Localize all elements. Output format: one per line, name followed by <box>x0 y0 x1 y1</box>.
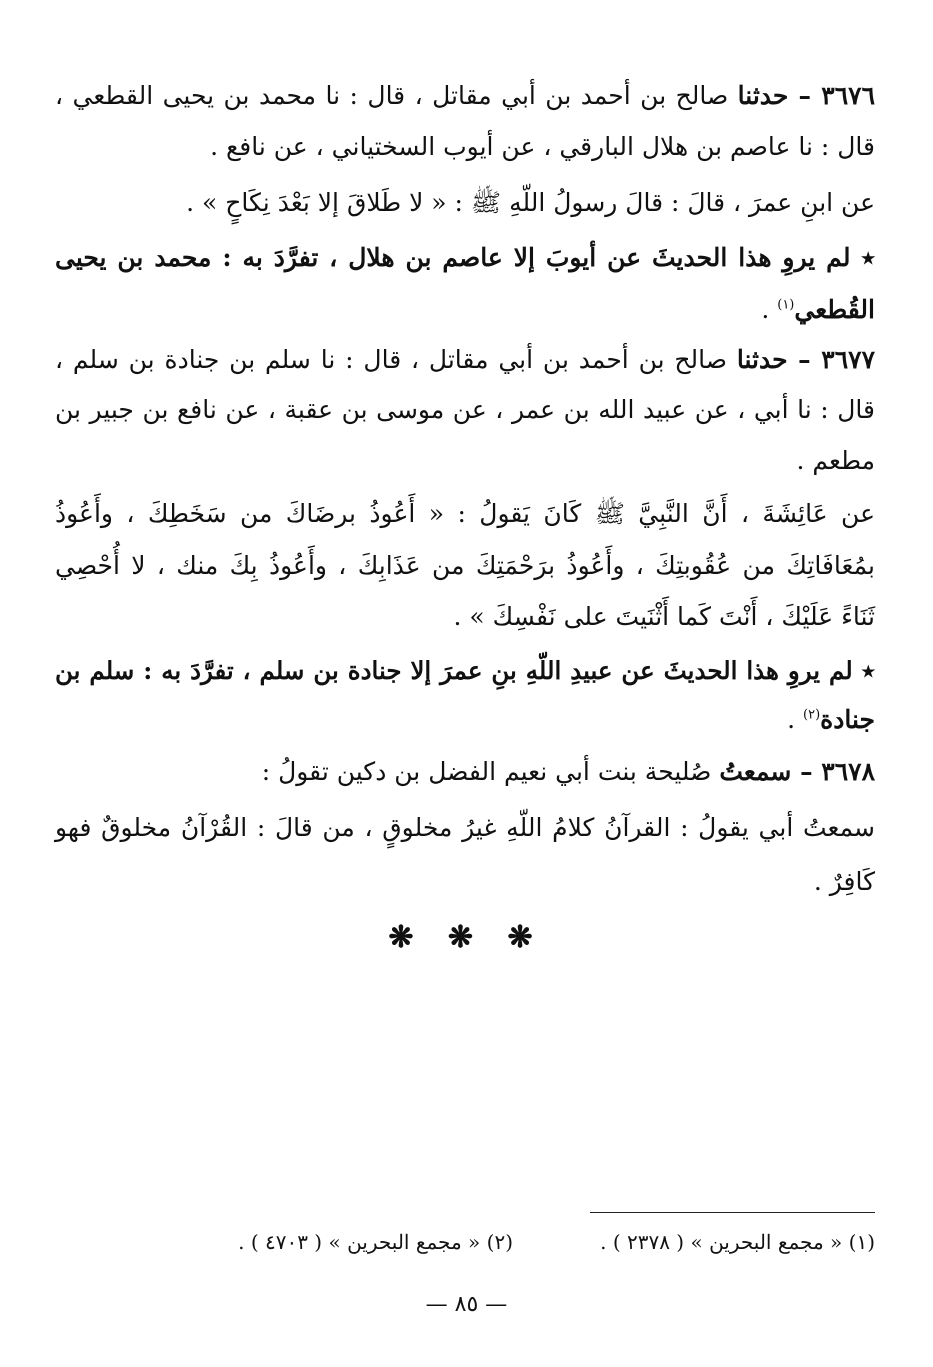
footnote-2: (٢) « مجمع البحرين » ( ٤٧٠٣ ) . <box>238 1230 513 1254</box>
hadith-text: صُليحة بنت أبي نعيم الفضل بن دكين تقولُ : <box>261 757 720 786</box>
hadith-text: عن عَائِشَةَ ، أَنَّ النَّبِيَّ ﷺ كَانَ يَقولُ : « أَعُوذُ برضَاكَ من سَخَطِكَ ، وأَعُوذُ <box>55 499 875 528</box>
hadith-number: ٣٦٧٦ – حدثنا <box>737 81 875 110</box>
section-separator: ❋ ❋ ❋ <box>388 920 545 955</box>
hadith-text: ثَنَاءً عَلَيْكَ ، أَنْتَ كَما أَثْنَيتَ على نَفْسِكَ » . <box>453 602 875 631</box>
hadith-text: مطعم . <box>796 446 875 475</box>
hadith-3676-line-1 <box>55 76 875 116</box>
hadith-3676-note-line-1 <box>55 238 875 278</box>
hadith-3678-line-3 <box>55 862 875 902</box>
hadith-text: صالح بن أحمد بن أبي مقاتل ، قال : نا سلم بن جنادة بن سلم ، <box>55 345 737 374</box>
hadith-3677-line-3 <box>55 441 875 481</box>
hadith-note: جنادة <box>820 705 875 734</box>
hadith-note: القُطعي <box>794 295 875 324</box>
hadith-3676-note-line-2 <box>55 290 875 330</box>
footnote-ref-2: (٢) <box>803 707 821 723</box>
hadith-3677-note-line-2 <box>55 700 875 740</box>
hadith-text: كَافِرٌ . <box>813 867 875 896</box>
hadith-3678-line-1 <box>55 752 875 792</box>
footnote-divider <box>590 1212 875 1213</box>
page-number: — ٨٥ — <box>425 1292 508 1317</box>
hadith-note: ٭ لم يروِ هذا الحديثَ عن عبيدِ اللّهِ بنِ عمرَ إلا جنادة بن سلم ، تفرَّدَ به : سلم بن <box>55 656 875 685</box>
hadith-number: ٣٦٧٧ – حدثنا <box>736 345 876 374</box>
hadith-3678-line-2 <box>55 808 875 848</box>
hadith-3677-line-4 <box>55 494 875 534</box>
hadith-text: عن ابنِ عمرَ ، قالَ : قالَ رسولُ اللّهِ ﷺ : « لا طَلاقَ إلا بَعْدَ نِكَاحٍ » . <box>186 188 875 217</box>
hadith-3676-line-3 <box>55 183 875 223</box>
hadith-text: . <box>761 295 778 324</box>
hadith-text: . <box>787 705 803 734</box>
hadith-3677-line-2 <box>55 390 875 430</box>
hadith-3676-line-2 <box>55 127 875 167</box>
hadith-3677-line-5 <box>55 546 875 586</box>
hadith-3677-line-6 <box>55 597 875 637</box>
footnote-ref-1: (١) <box>777 297 795 313</box>
hadith-note: ٭ لم يروِ هذا الحديثَ عن أيوبَ إلا عاصم بن هلال ، تفرَّدَ به : محمد بن يحيى <box>55 243 875 272</box>
footnote-1: (١) « مجمع البحرين » ( ٢٣٧٨ ) . <box>600 1230 875 1254</box>
hadith-text: صالح بن أحمد بن أبي مقاتل ، قال : نا محمد بن يحيى القطعي ، <box>55 81 738 110</box>
hadith-text: سمعتُ أبي يقولُ : القرآنُ كلامُ اللّهِ غيرُ مخلوقٍ ، من قالَ : القُرْآنُ مخلوقٌ فهو <box>55 813 875 842</box>
hadith-text: قال : نا عاصم بن هلال البارقي ، عن أيوب السختياني ، عن نافع . <box>210 132 875 161</box>
hadith-3677-line-1 <box>55 340 875 380</box>
hadith-number: ٣٦٧٨ – سمعتُ <box>719 757 875 786</box>
hadith-text: قال : نا أبي ، عن عبيد الله بن عمر ، عن موسى بن عقبة ، عن نافع بن جبير بن <box>55 395 875 424</box>
hadith-text: بمُعَافَاتِكَ من عُقُوبتِكَ ، وأَعُوذُ برَحْمَتِكَ من عَذَابِكَ ، وأَعُوذُ بِكَ منك ، لا أُحْصِي <box>55 551 875 580</box>
hadith-3677-note-line-1 <box>55 651 875 691</box>
